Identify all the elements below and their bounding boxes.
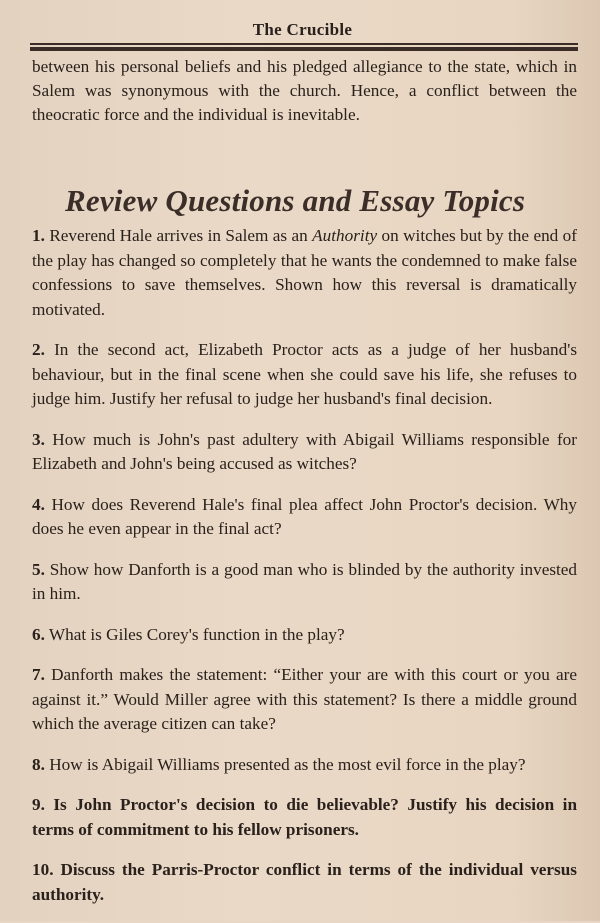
question-1 — [32, 224, 577, 322]
question-5 — [32, 558, 577, 607]
question-text: Danforth makes the statement: “Either your are with this court or you are against it.” Would Miller agree with this statement? Is there a middle ground which the average citizen can take? — [32, 665, 577, 733]
question-10 — [32, 858, 577, 907]
question-3 — [32, 428, 577, 477]
question-list — [32, 224, 577, 923]
question-7 — [32, 663, 577, 737]
intro-paragraph: between his personal beliefs and his pledged allegiance to the state, which in Salem was synonymous with the church. Hence, a conflict between the theocratic force and the individual is inevitable. — [32, 57, 577, 124]
question-number: 10. — [32, 860, 54, 879]
question-text: In the second act, Elizabeth Proctor acts as a judge of her husband's behaviour, but in the final scene when she could save his life, she refuses to judge him. Justify her refusal to judge her husband's final decision. — [32, 340, 578, 408]
question-text: How does Reverend Hale's final plea affect John Proctor's decision. Why does he even appear in the final act? — [32, 494, 577, 538]
question-8 — [32, 753, 577, 778]
question-number: 2. — [32, 340, 45, 359]
question-text: How much is John's past adultery with Abigail Williams responsible for Elizabeth and John's being accused as witches? — [32, 429, 577, 473]
question-number: 1. — [32, 226, 45, 245]
question-text: Reverend Hale arrives in Salem as an — [49, 226, 313, 245]
question-number: 6. — [32, 624, 45, 644]
question-2 — [32, 338, 577, 412]
question-9 — [32, 793, 577, 842]
question-4 — [32, 493, 577, 542]
question-6 — [32, 623, 577, 648]
question-text: Show how Danforth is a good man who is blinded by the authority invested in him. — [32, 559, 578, 603]
running-header: The Crucible — [252, 20, 353, 39]
question-number: 4. — [32, 494, 45, 514]
question-text: Discuss the Parris-Proctor conflict in terms of the individual versus authority. — [32, 860, 577, 904]
question-number: 7. — [32, 665, 45, 684]
header-rule-thin — [30, 43, 578, 45]
question-text: Is John Proctor's decision to die believable? Justify his decision in terms of commitment to his fellow prisoners. — [32, 795, 577, 839]
section-title: Review Questions and Essay Topics — [65, 183, 526, 218]
question-text: What is Giles Corey's function in the play? — [48, 624, 345, 644]
question-number: 9. — [32, 795, 45, 814]
question-number: 5. — [32, 559, 45, 579]
question-text: How is Abigail Williams presented as the most evil force in the play? — [49, 754, 526, 774]
header-rule-thick — [30, 47, 578, 51]
question-emphasis: Authority — [312, 226, 378, 245]
question-text: on witches but by the end of the play has changed so completely that he wants the condemned to make false confessions to save themselves. Shown how this reversal is dramatically motivated. — [32, 226, 577, 319]
question-number: 3. — [32, 429, 45, 449]
question-number: 8. — [32, 754, 45, 774]
